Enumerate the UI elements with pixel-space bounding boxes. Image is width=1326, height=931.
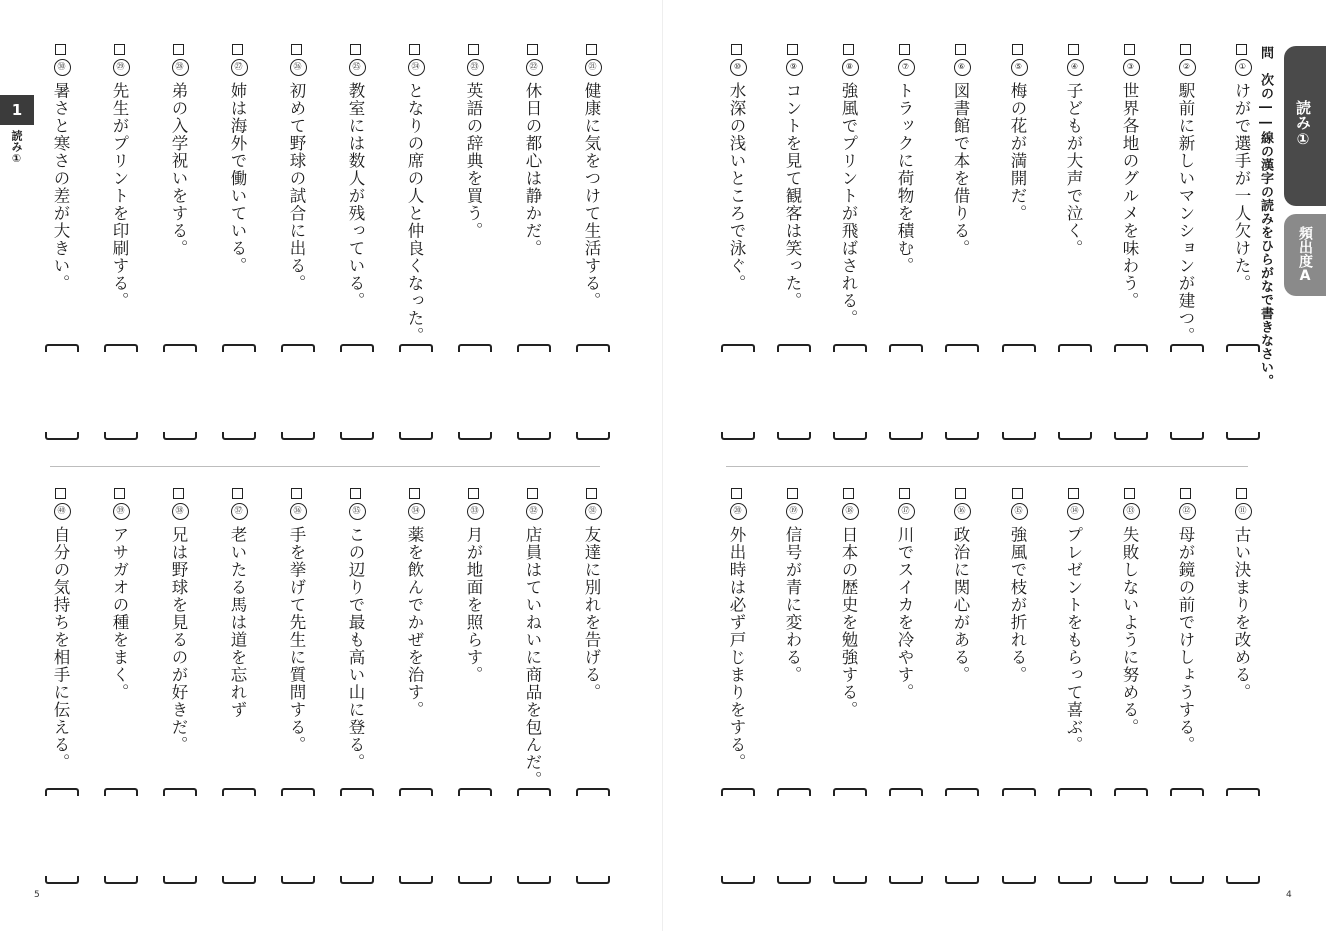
question-text: 信号が青に変わる。 [783,526,802,684]
answer-bracket-top [458,344,492,352]
question-text: 老いたる馬は道を忘れず [228,526,247,719]
answer-field[interactable] [777,796,807,876]
question-number: ⑳ [730,503,747,520]
checkbox-icon[interactable] [114,44,125,55]
question-item [520,488,544,789]
question-text: 先生がプリントを印刷する。 [110,82,129,310]
answer-bracket-bottom [340,876,374,884]
answer-bracket-top [889,788,923,796]
page-number-left: 5 [34,890,40,900]
question-item [107,488,131,701]
checkbox-icon[interactable] [1068,44,1079,55]
answer-bracket-bottom [833,432,867,440]
checkbox-icon[interactable] [291,488,302,499]
checkbox-icon[interactable] [527,488,538,499]
question-text: 世界各地のグルメを味わう。 [1120,82,1139,310]
checkbox-icon[interactable] [409,488,420,499]
checkbox-icon[interactable] [731,44,742,55]
answer-bracket-bottom [1226,432,1260,440]
checkbox-icon[interactable] [173,44,184,55]
question-text: 母が鏡の前でけしょうする。 [1176,526,1195,754]
question-number: ㊲ [231,503,248,520]
question-item [948,44,972,257]
question-number: ⑩ [730,59,747,76]
question-number: ㉗ [231,59,248,76]
answer-field[interactable] [889,796,919,876]
question-item [1061,488,1085,754]
question-text: 失敗しないように努める。 [1120,526,1139,736]
question-number: ㊴ [113,503,130,520]
question-text: 友達に別れを告げる。 [582,526,601,701]
question-item [780,488,804,684]
question-text: 教室には数人が残っている。 [346,82,365,310]
question-text: 店員はていねいに商品を包んだ。 [523,526,542,789]
row-divider-left [50,466,600,467]
checkbox-icon[interactable] [114,488,125,499]
checkbox-icon[interactable] [350,488,361,499]
answer-field[interactable] [104,352,134,432]
question-text: となりの席の人と仲良くなった。 [405,82,424,345]
question-number: ⑤ [1011,59,1028,76]
question-text: 月が地面を照らす。 [464,526,483,684]
answer-field[interactable] [399,796,429,876]
question-text: 子どもが大声で泣く。 [1064,82,1083,257]
answer-bracket-top [163,788,197,796]
answer-bracket-bottom [163,876,197,884]
checkbox-icon[interactable] [55,488,66,499]
checkbox-icon[interactable] [586,44,597,55]
question-text: 外出時は必ず戸じまりをする。 [727,526,746,771]
question-number: ㉕ [349,59,366,76]
answer-field[interactable] [1170,352,1200,432]
question-text: 姉は海外で働いている。 [228,82,247,275]
question-number: ⑥ [954,59,971,76]
question-number: ⑨ [786,59,803,76]
checkbox-icon[interactable] [1124,44,1135,55]
question-number: ㉝ [467,503,484,520]
question-item [107,44,131,310]
checkbox-icon[interactable] [1236,44,1247,55]
question-number: ⑰ [898,503,915,520]
answer-field[interactable] [104,796,134,876]
answer-bracket-top [576,344,610,352]
answer-bracket-bottom [222,876,256,884]
question-text: 弟の入学祝いをする。 [169,82,188,257]
question-number: ㉛ [585,503,602,520]
page-number-right: 4 [1286,890,1292,900]
question-text: 政治に関心がある。 [951,526,970,684]
question-number: ㉞ [408,503,425,520]
question-number: ㉑ [585,59,602,76]
answer-bracket-bottom [340,432,374,440]
question-number: ㉜ [526,503,543,520]
question-item [343,44,367,310]
question-item [402,488,426,719]
checkbox-icon[interactable] [1180,488,1191,499]
question-item [225,44,249,275]
question-item [461,44,485,240]
question-item [343,488,367,771]
answer-bracket-bottom [517,432,551,440]
answer-field[interactable] [777,352,807,432]
answer-bracket-top [163,344,197,352]
instruction: 問 次の――線の漢字の読みをひらがなで書きなさい。 [1258,46,1273,388]
question-number: ㉘ [172,59,189,76]
question-text: けがで選手が一人欠けた。 [1232,82,1251,292]
question-number: ⑪ [1235,503,1252,520]
answer-field[interactable] [458,796,488,876]
question-item [1229,488,1253,701]
answer-field[interactable] [222,796,252,876]
question-number: ⑫ [1179,503,1196,520]
question-number: ㊵ [54,503,71,520]
answer-field[interactable] [945,796,975,876]
answer-bracket-top [281,344,315,352]
answer-bracket-top [340,344,374,352]
question-text: 強風で枝が折れる。 [1008,526,1027,684]
answer-bracket-top [945,344,979,352]
question-text: 休日の都心は静かだ。 [523,82,542,257]
question-text: 水深の浅いところで泳ぐ。 [727,82,746,292]
checkbox-icon[interactable] [899,44,910,55]
checkbox-icon[interactable] [899,488,910,499]
answer-bracket-top [889,344,923,352]
question-item [948,488,972,684]
section-tab: 読み① [1284,46,1326,206]
question-text: 健康に気をつけて生活する。 [582,82,601,310]
answer-field[interactable] [1114,796,1144,876]
answer-bracket-bottom [458,876,492,884]
answer-field[interactable] [1058,352,1088,432]
answer-bracket-bottom [945,432,979,440]
question-item [225,488,249,719]
answer-field[interactable] [1170,796,1200,876]
answer-field[interactable] [340,796,370,876]
answer-field[interactable] [833,352,863,432]
checkbox-icon[interactable] [350,44,361,55]
question-number: ⑯ [954,503,971,520]
answer-field[interactable] [1058,796,1088,876]
question-number: ㉟ [349,503,366,520]
question-number: ㉖ [290,59,307,76]
answer-bracket-bottom [1058,876,1092,884]
answer-bracket-bottom [945,876,979,884]
answer-field[interactable] [399,352,429,432]
question-text: この辺りで最も高い山に登る。 [346,526,365,771]
question-number: ④ [1067,59,1084,76]
question-text: 図書館で本を借りる。 [951,82,970,257]
question-text: 川でスイカを冷やす。 [895,526,914,701]
answer-field[interactable] [163,352,193,432]
checkbox-icon[interactable] [1012,488,1023,499]
answer-field[interactable] [163,796,193,876]
question-text: 初めて野球の試合に出る。 [287,82,306,292]
question-number: ㊱ [290,503,307,520]
question-item [780,44,804,310]
question-text: 薬を飲んでかぜを治す。 [405,526,424,719]
answer-bracket-bottom [721,876,755,884]
answer-field[interactable] [833,796,863,876]
checkbox-icon[interactable] [955,488,966,499]
question-number: ㉓ [467,59,484,76]
answer-field[interactable] [1002,352,1032,432]
answer-bracket-top [945,788,979,796]
answer-bracket-top [833,788,867,796]
page-gutter [662,0,663,931]
answer-bracket-bottom [1058,432,1092,440]
question-item [1229,44,1253,292]
answer-bracket-top [1114,344,1148,352]
answer-bracket-top [1170,344,1204,352]
checkbox-icon[interactable] [232,488,243,499]
question-text: プレゼントをもらって喜ぶ。 [1064,526,1083,754]
answer-field[interactable] [576,796,606,876]
question-item [1117,488,1141,736]
answer-bracket-top [45,344,79,352]
question-item [48,44,72,292]
checkbox-icon[interactable] [1180,44,1191,55]
question-text: 自分の気持ちを相手に伝える。 [51,526,70,771]
answer-bracket-top [777,788,811,796]
answer-field[interactable] [1226,796,1256,876]
row-divider-right [726,466,1248,467]
question-text: トラックに荷物を積む。 [895,82,914,275]
question-number: ⑧ [842,59,859,76]
question-text: 日本の歴史を勉強する。 [839,526,858,719]
question-number: ③ [1123,59,1140,76]
question-number: ⑦ [898,59,915,76]
question-number: ㉔ [408,59,425,76]
answer-bracket-bottom [45,876,79,884]
checkbox-icon[interactable] [55,44,66,55]
answer-bracket-top [517,788,551,796]
question-item [724,44,748,292]
answer-bracket-bottom [222,432,256,440]
answer-bracket-top [222,788,256,796]
checkbox-icon[interactable] [843,488,854,499]
question-item [1005,488,1029,684]
answer-bracket-bottom [1170,876,1204,884]
question-text: 手を挙げて先生に質問する。 [287,526,306,754]
question-text: コントを見て観客は笑った。 [783,82,802,310]
answer-field[interactable] [945,352,975,432]
question-number: ⑬ [1123,503,1140,520]
answer-field[interactable] [45,796,75,876]
answer-bracket-bottom [281,432,315,440]
answer-field[interactable] [45,352,75,432]
answer-bracket-top [777,344,811,352]
answer-bracket-top [458,788,492,796]
answer-bracket-top [104,344,138,352]
question-item [724,488,748,771]
question-item [1173,488,1197,754]
answer-bracket-top [281,788,315,796]
question-number: ⑲ [786,503,803,520]
answer-bracket-top [399,788,433,796]
answer-bracket-top [576,788,610,796]
checkbox-icon[interactable] [468,488,479,499]
answer-bracket-top [1002,788,1036,796]
answer-bracket-top [399,344,433,352]
answer-bracket-bottom [833,876,867,884]
answer-bracket-bottom [1002,432,1036,440]
question-number: ㉙ [113,59,130,76]
checkbox-icon[interactable] [731,488,742,499]
question-number: ⑮ [1011,503,1028,520]
answer-field[interactable] [281,352,311,432]
answer-bracket-top [1226,344,1260,352]
answer-bracket-bottom [889,432,923,440]
answer-bracket-bottom [399,432,433,440]
question-number: ① [1235,59,1252,76]
answer-bracket-bottom [576,876,610,884]
question-item [579,44,603,310]
answer-field[interactable] [222,352,252,432]
answer-bracket-top [1114,788,1148,796]
question-item [1005,44,1029,222]
checkbox-icon[interactable] [586,488,597,499]
question-item [892,488,916,701]
answer-bracket-top [721,344,755,352]
answer-bracket-bottom [104,876,138,884]
answer-bracket-bottom [399,876,433,884]
checkbox-icon[interactable] [1012,44,1023,55]
checkbox-icon[interactable] [409,44,420,55]
answer-bracket-bottom [45,432,79,440]
answer-field[interactable] [1226,352,1256,432]
answer-bracket-top [1002,344,1036,352]
answer-bracket-bottom [721,432,755,440]
question-text: 駅前に新しいマンションが建つ。 [1176,82,1195,345]
question-item [166,44,190,257]
answer-bracket-top [45,788,79,796]
answer-bracket-top [1226,788,1260,796]
answer-bracket-bottom [1114,432,1148,440]
question-item [520,44,544,257]
question-number: ⑱ [842,503,859,520]
question-item [1173,44,1197,345]
answer-bracket-bottom [1170,432,1204,440]
question-number: ㉚ [54,59,71,76]
question-item [48,488,72,771]
checkbox-icon[interactable] [955,44,966,55]
question-item [402,44,426,345]
question-text: 暑さと寒さの差が大きい。 [51,82,70,292]
answer-field[interactable] [517,352,547,432]
checkbox-icon[interactable] [787,488,798,499]
question-item [836,44,860,327]
checkbox-icon[interactable] [787,44,798,55]
question-item [166,488,190,754]
answer-bracket-top [1058,788,1092,796]
answer-bracket-bottom [163,432,197,440]
question-text: 兄は野球を見るのが好きだ。 [169,526,188,754]
question-item [284,488,308,754]
checkbox-icon[interactable] [843,44,854,55]
answer-field[interactable] [340,352,370,432]
question-item [836,488,860,719]
checkbox-icon[interactable] [173,488,184,499]
answer-bracket-bottom [777,876,811,884]
question-text: アサガオの種をまく。 [110,526,129,701]
answer-bracket-bottom [458,432,492,440]
question-number: ⑭ [1067,503,1084,520]
answer-bracket-top [340,788,374,796]
answer-bracket-bottom [104,432,138,440]
answer-bracket-bottom [1114,876,1148,884]
answer-field[interactable] [281,796,311,876]
answer-bracket-top [104,788,138,796]
checkbox-icon[interactable] [291,44,302,55]
answer-bracket-bottom [1226,876,1260,884]
answer-bracket-top [1058,344,1092,352]
answer-bracket-top [833,344,867,352]
question-item [461,488,485,684]
answer-bracket-bottom [281,876,315,884]
question-text: 英語の辞典を買う。 [464,82,483,240]
question-text: 古い決まりを改める。 [1232,526,1251,701]
question-number: ② [1179,59,1196,76]
answer-bracket-top [222,344,256,352]
answer-field[interactable] [889,352,919,432]
checkbox-icon[interactable] [468,44,479,55]
answer-bracket-bottom [517,876,551,884]
checkbox-icon[interactable] [1068,488,1079,499]
answer-bracket-bottom [1002,876,1036,884]
frequency-tab: 頻出度A [1284,214,1326,296]
question-item [579,488,603,701]
answer-field[interactable] [1114,352,1144,432]
answer-field[interactable] [517,796,547,876]
checkbox-icon[interactable] [527,44,538,55]
checkbox-icon[interactable] [232,44,243,55]
answer-bracket-bottom [777,432,811,440]
answer-bracket-bottom [576,432,610,440]
question-item [284,44,308,292]
question-text: 梅の花が満開だ。 [1008,82,1027,222]
answer-field[interactable] [721,352,751,432]
answer-field[interactable] [1002,796,1032,876]
answer-bracket-top [517,344,551,352]
answer-bracket-top [721,788,755,796]
question-number: ㊳ [172,503,189,520]
question-item [892,44,916,275]
chapter-label: 読み① [10,130,23,165]
question-text: 強風でプリントが飛ばされる。 [839,82,858,327]
answer-field[interactable] [458,352,488,432]
chapter-number: 1 [0,95,34,125]
checkbox-icon[interactable] [1124,488,1135,499]
answer-bracket-top [1170,788,1204,796]
answer-field[interactable] [721,796,751,876]
answer-field[interactable] [576,352,606,432]
question-item [1061,44,1085,257]
checkbox-icon[interactable] [1236,488,1247,499]
question-item [1117,44,1141,310]
answer-bracket-bottom [889,876,923,884]
question-number: ㉒ [526,59,543,76]
